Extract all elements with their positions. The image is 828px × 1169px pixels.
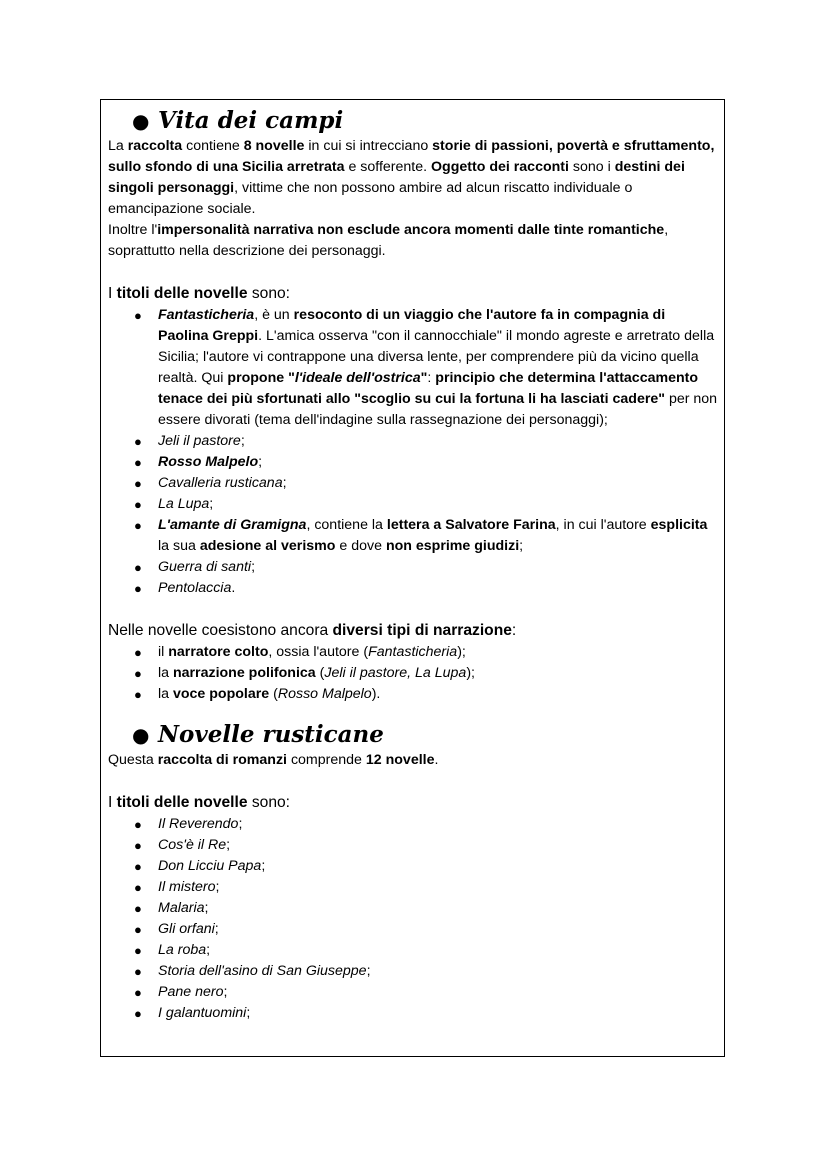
list-item: ● Rosso Malpelo;	[134, 454, 263, 470]
narration-line: Nelle novelle coesistono ancora diversi tipi di narrazione:	[108, 622, 517, 639]
heading-bullet: ●	[132, 109, 150, 133]
list-item: ● il narratore colto, ossia l'autore (Fantasticheria);	[134, 644, 466, 660]
list-item: ● L'amante di Gramigna, contiene la lettera a Salvatore Farina, in cui l'autore esplicita la sua adesione al verismo e dove non esprime giudizi;	[134, 517, 708, 554]
list-item: ● La Lupa;	[134, 496, 214, 512]
narration-list	[108, 642, 718, 705]
list-item: ● Fantasticheria, è un resoconto di un viaggio che l'autore fa in compagnia di Paolina Greppi. L'amica osserva "con il cannocchiale" il mondo agreste e arretrato della Sicilia; l'autore vi contrappone una diversa lente, per comprendere più da vicino quella realtà. Qui propone "l'ideale dell'ostrica": principio che determina l'attaccamento tenace dei più sfortunati allo "scoglio su cui la fortuna li ha lasciati cadere" per non essere divorati (tema dell'indagine sulla rassegnazione dei personaggi);	[134, 307, 718, 428]
page-content	[108, 106, 718, 1024]
titles-line: I titoli delle novelle sono:	[108, 794, 290, 811]
list-item: ● Storia dell'asino di San Giuseppe;	[134, 963, 371, 979]
list-item: ● Don Licciu Papa;	[134, 858, 266, 874]
section-heading-novelle-rusticane	[108, 720, 718, 750]
list-item: ● Il Reverendo;	[134, 816, 243, 832]
intro-paragraph: La raccolta contiene 8 novelle in cui si intrecciano storie di passioni, povertà e sfruttamento, sullo sfondo di una Sicilia arretrata e sofferente. Oggetto dei racconti sono i destini dei singoli personaggi, vittime che non possono ambire ad alcun riscatto individuale o emancipazione sociale.	[108, 138, 715, 217]
list-item: ● Gli orfani;	[134, 921, 219, 937]
heading-bullet: ●	[132, 723, 150, 747]
list-item: ● Jeli il pastore;	[134, 433, 245, 449]
list-item: ● la narrazione polifonica (Jeli il pastore, La Lupa);	[134, 665, 475, 681]
list-item: ● Cavalleria rusticana;	[134, 475, 287, 491]
list-item: ● I galantuomini;	[134, 1005, 251, 1021]
list-item: ● Cos'è il Re;	[134, 837, 231, 853]
section-heading-vita-dei-campi	[108, 106, 718, 136]
novelle-list	[108, 305, 718, 599]
titles-line: I titoli delle novelle sono:	[108, 285, 290, 302]
heading-text: Vita dei campi	[158, 107, 344, 134]
heading-text: Novelle rusticane	[158, 721, 384, 748]
page-frame	[100, 99, 725, 1057]
list-item: ● Pane nero;	[134, 984, 228, 1000]
rusticane-list	[108, 814, 718, 1024]
impersonality-paragraph: Inoltre l'impersonalità narrativa non esclude ancora momenti dalle tinte romantiche, soprattutto nella descrizione dei personaggi.	[108, 222, 669, 259]
list-item: ● Il mistero;	[134, 879, 220, 895]
list-item: ● Guerra di santi;	[134, 559, 256, 575]
list-item: ● Malaria;	[134, 900, 209, 916]
list-item: ● Pentolaccia.	[134, 580, 236, 596]
list-item: ● la voce popolare (Rosso Malpelo).	[134, 686, 381, 702]
rusticane-intro: Questa raccolta di romanzi comprende 12 novelle.	[108, 752, 439, 768]
list-item: ● La roba;	[134, 942, 211, 958]
